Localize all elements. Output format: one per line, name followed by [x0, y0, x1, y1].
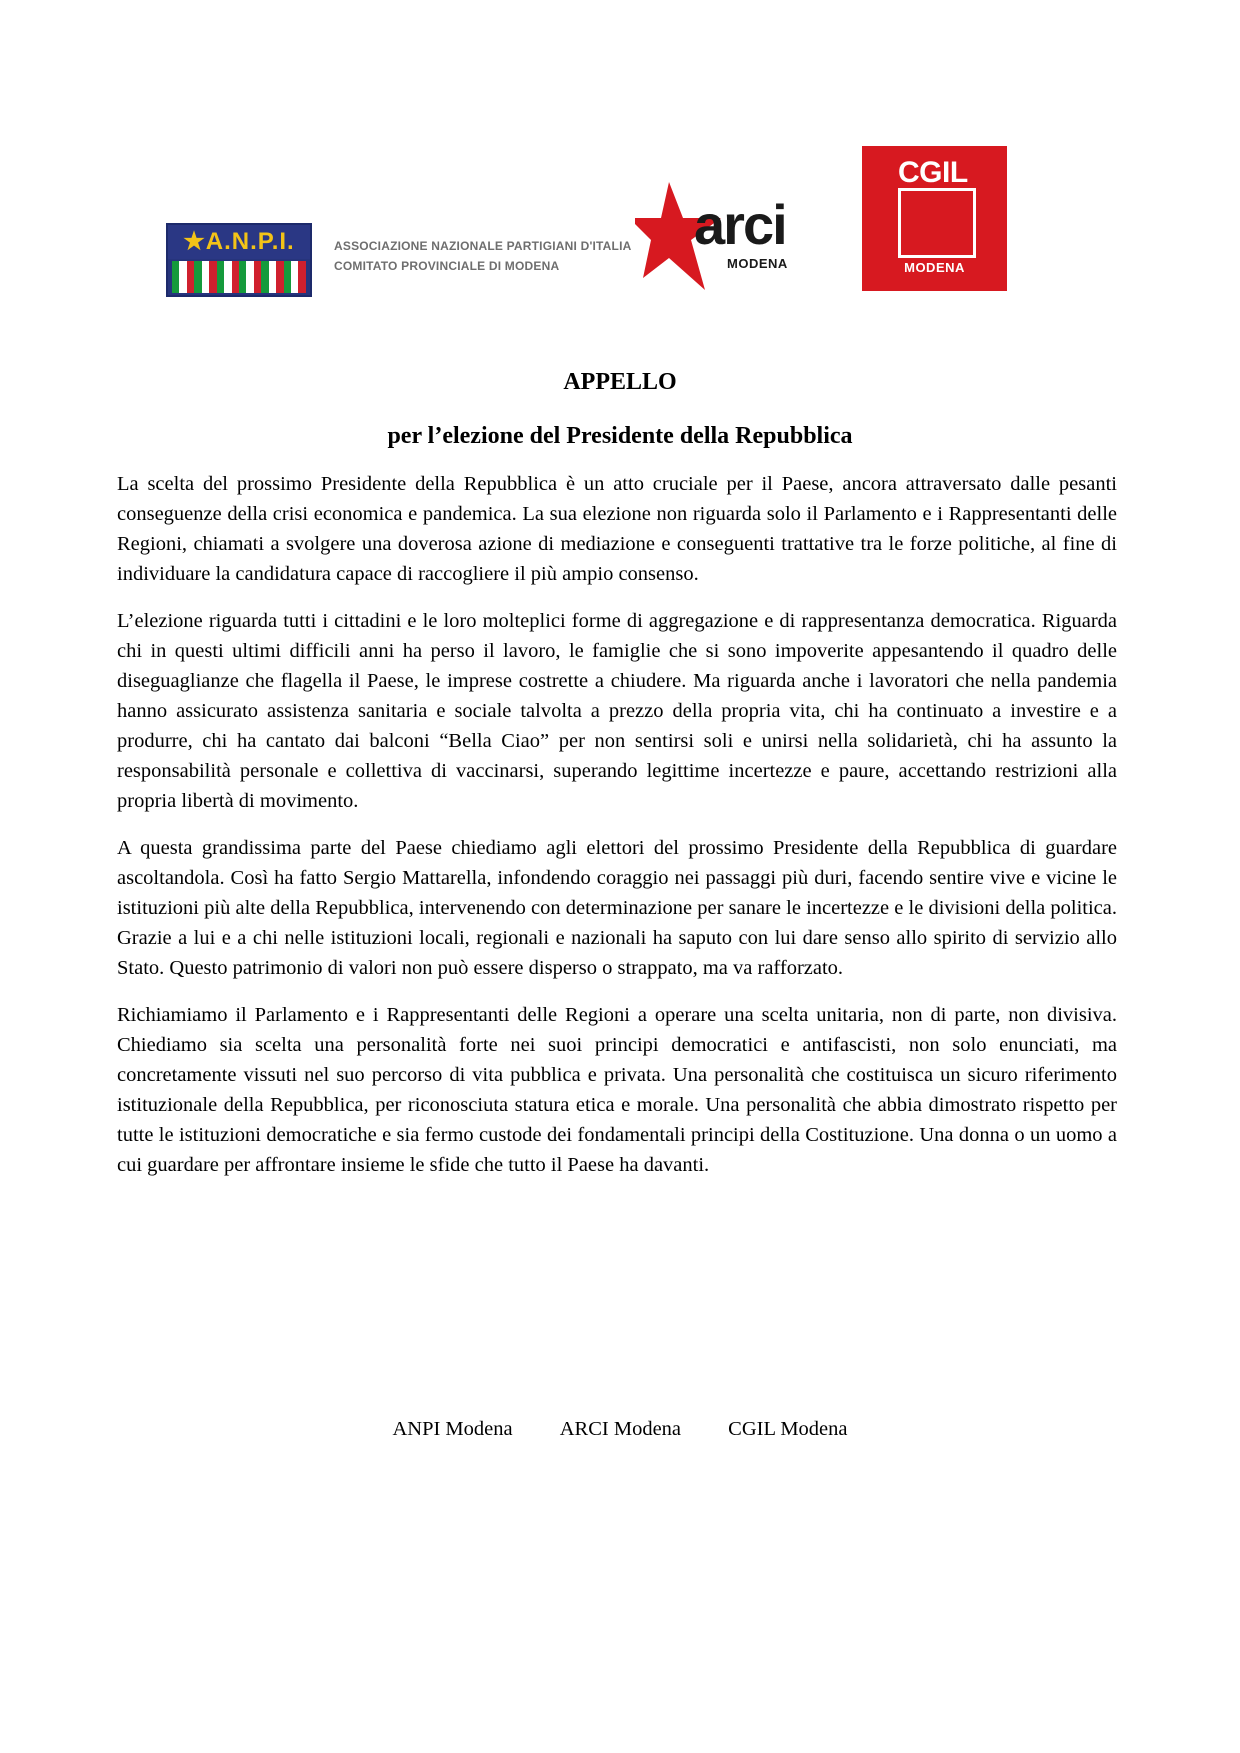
- paragraph: A questa grandissima parte del Paese chiediamo agli elettori del prossimo Presidente della Repubblica di guardare ascoltandola. Così ha fatto Sergio Mattarella, infondendo coraggio nei passaggi più duri, facendo sentire vive e vicine le istituzioni più alte della Repubblica, intervenendo con determinazione per sanare le incertezze e le divisioni della politica. Grazie a lui e a chi nelle istituzioni locali, regionali e nazionali ha saputo con lui dare senso allo spirito di servizio allo Stato. Questo patrimonio di valori non può essere disperso o strappato, ma va rafforzato.: [117, 837, 1117, 979]
- cgil-logo: [862, 146, 1007, 291]
- signature-anpi: ANPI Modena: [392, 1418, 513, 1440]
- cgil-wordmark: CGIL: [898, 156, 968, 189]
- document-title: APPELLO: [563, 369, 677, 395]
- anpi-badge-text: ★A.N.P.I.: [168, 225, 310, 259]
- document-subtitle: per l’elezione del Presidente della Repubblica: [387, 423, 853, 449]
- anpi-caption-line1: ASSOCIAZIONE NAZIONALE PARTIGIANI D'ITALIA: [334, 239, 632, 253]
- cgil-square-icon: [898, 188, 976, 258]
- anpi-flag-stripes: [172, 261, 306, 293]
- paragraph: La scelta del prossimo Presidente della Repubblica è un atto cruciale per il Paese, ancora attraversato dalle pesanti conseguenze della crisi economica e pandemica. La sua elezione non riguarda solo il Parlamento e i Rappresentanti delle Regioni, chiamati a svolgere una doverosa azione di mediazione e conseguenti trattative tra le forze politiche, al fine di individuare la candidatura capace di raccogliere il più ampio consenso.: [117, 473, 1117, 585]
- arci-wordmark: arci: [694, 193, 786, 256]
- signature-cgil: CGIL Modena: [728, 1418, 848, 1440]
- anpi-caption-line2: COMITATO PROVINCIALE DI MODENA: [334, 259, 560, 273]
- arci-logo: [635, 178, 805, 293]
- anpi-logo: [166, 223, 312, 297]
- paragraph: Richiamiamo il Parlamento e i Rappresentanti delle Regioni a operare una scelta unitaria, non di parte, non divisiva. Chiediamo sia scelta una personalità forte nei suoi principi democratici e antifascisti, non solo enunciati, ma concretamente vissuti nel suo percorso di vita pubblica e privata. Una personalità che costituisca un sicuro riferimento istituzionale della Repubblica, per riconosciuta statura etica e morale. Una personalità che abbia dimostrato rispetto per tutte le istituzioni democratiche e sia fermo custode dei fondamentali principi della Costituzione. Una donna o un uomo a cui guardare per affrontare insieme le sfide che tutto il Paese ha davanti.: [117, 1004, 1117, 1176]
- cgil-subtitle: MODENA: [904, 260, 965, 275]
- arci-subtitle: MODENA: [727, 256, 788, 271]
- document-body: [117, 469, 1117, 1197]
- logos-header: [0, 0, 1240, 300]
- anpi-caption: [334, 236, 632, 276]
- signature-arci: ARCI Modena: [559, 1418, 682, 1440]
- paragraph: L’elezione riguarda tutti i cittadini e le loro molteplici forme di aggregazione e di rappresentanza democratica. Riguarda chi in questi ultimi difficili anni ha perso il lavoro, le famiglie che si sono impoverite appesantendo il quadro delle diseguaglianze che flagella il Paese, le imprese costrette a chiudere. Ma riguarda anche i lavoratori che nella pandemia hanno assicurato assistenza sanitaria e sociale talvolta a prezzo della propria vita, chi ha continuato a investire e a produrre, chi ha cantato dai balconi “Bella Ciao” per non sentirsi soli e unirsi nella solidarietà, chi ha assunto la responsabilità personale e collettiva di vaccinarsi, superando legittime incertezze e paure, accettando restrizioni alla propria libertà di movimento.: [117, 610, 1117, 812]
- signatures: [0, 1414, 1240, 1444]
